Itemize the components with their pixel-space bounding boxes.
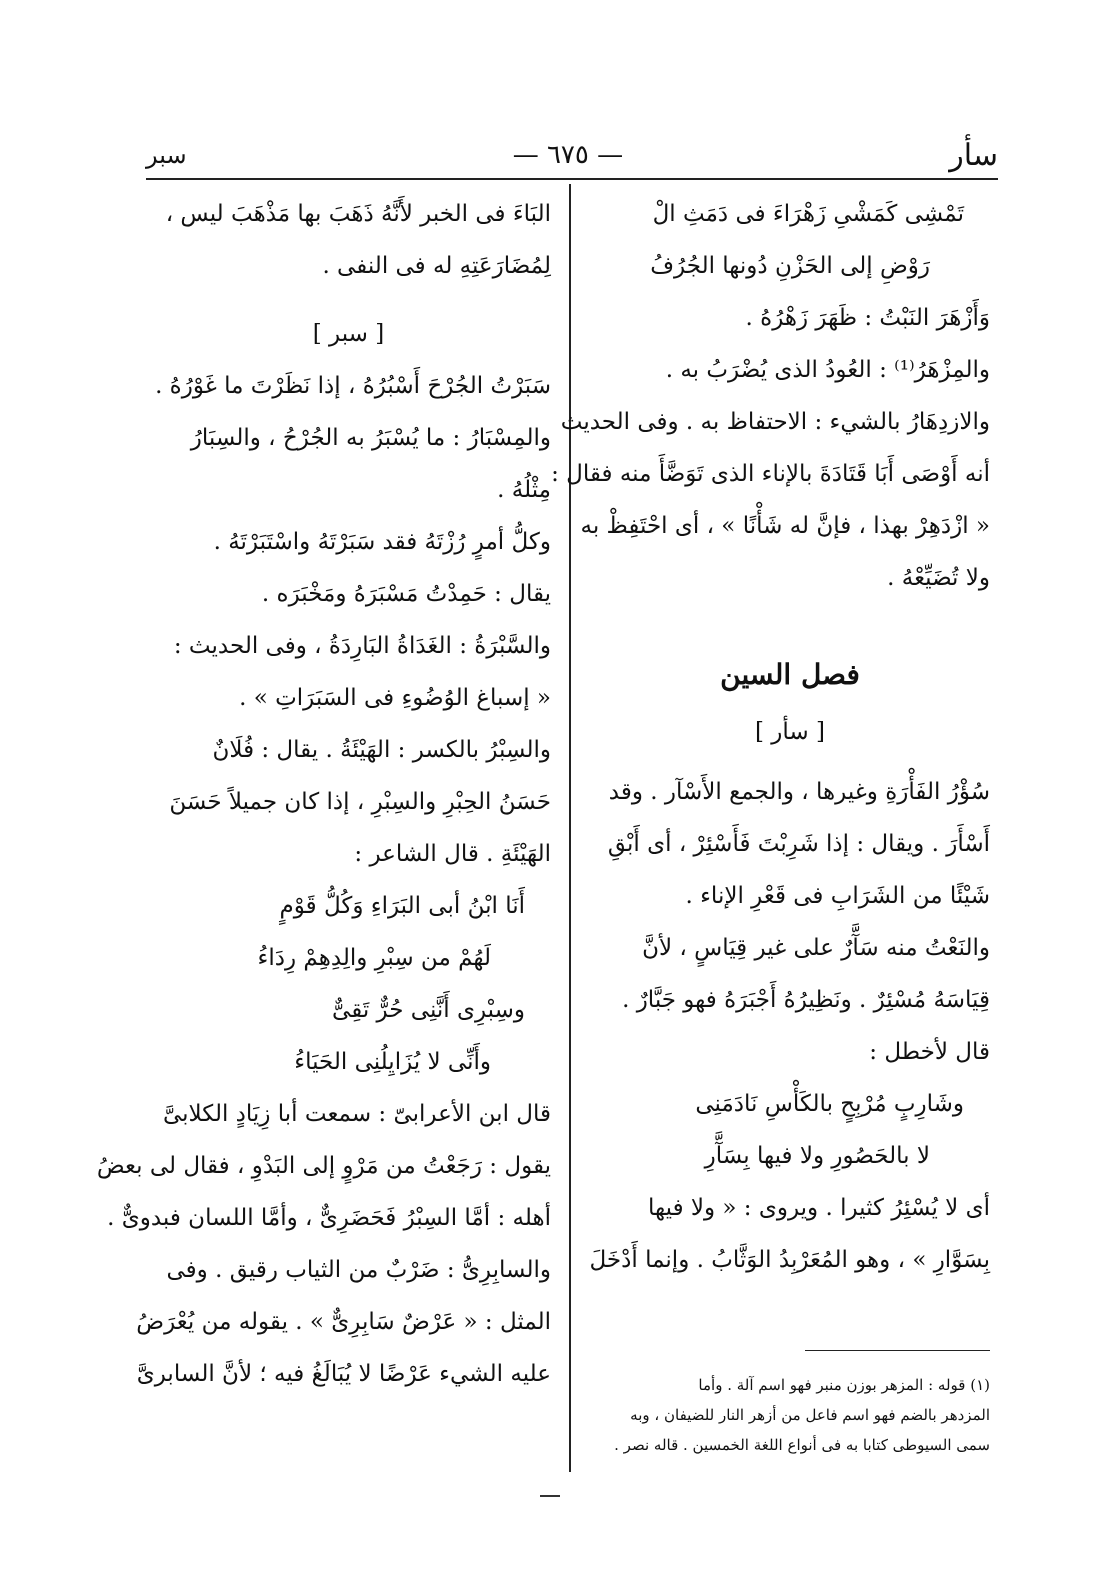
header-right-word: سأر <box>949 137 998 173</box>
section-title: فصل السين <box>720 658 860 691</box>
text-line: والمِسْبَارُ : ما يُسْبَرُ به الجُرْحُ ، والسِبَارُ <box>190 425 551 451</box>
text-line: قال لأخطل : <box>869 1039 990 1065</box>
text-line: قال ابن الأعرابىّ : سمعت أبا زِيَادٍ الكلابىَّ <box>162 1101 551 1127</box>
entry-heading: [ سأر ] <box>755 719 825 745</box>
text-line: سُؤْرُ الفَأْرَةِ وغيرها ، والجمع الأَسْآر . وقد <box>608 779 990 805</box>
footnote-line: المزدهر بالضم فهو اسم فاعل من أزهر النار للضيفان ، وبه <box>630 1406 990 1424</box>
text-line: يقال : حَمِدْتُ مَسْبَرَهُ ومَخْبَرَه . <box>261 581 551 607</box>
running-header <box>146 133 998 177</box>
right-column <box>551 188 990 1286</box>
text-line: « ازْدَهِرْ بهذا ، فإنَّ له شَأْنًا » ، أى احْتَفِظْ به <box>580 513 990 539</box>
text-line: أنه أَوْصَى أَبَا قَتَادَةَ بالإناء الذى تَوَضَّأَ منه فقال : <box>551 461 990 487</box>
text-line: لِمُضَارَعَتِهِ له فى النفى . <box>322 253 551 279</box>
text-line: يقول : رَجَعْتُ من مَرْوٍ إلى البَدْوِ ، فقال لى بعضُ <box>96 1153 551 1179</box>
text-line: والازدِهَارُ بالشيء : الاحتفاظ به . وفى الحديث <box>560 409 990 435</box>
column-divider <box>569 184 571 1472</box>
verse-line: لَهُمْ من سِبْرِ والِدِهِمْ رِدَاءُ <box>257 945 491 971</box>
text-line: أى لا يُسْئِرُ كثيرا . ويروى : « ولا فيها <box>648 1195 990 1221</box>
text-line: عليه الشيء عَرْضًا لا يُبَالَغُ فيه ؛ لأنَّ السابرىَّ <box>136 1361 551 1387</box>
footnote-line: سمى السيوطى كتابا به فى أنواع اللغة الخمسين . قاله نصر . <box>614 1436 990 1454</box>
text-line: والسابِرِىُّ : ضَرْبٌ من الثياب رقيق . وفى <box>166 1257 551 1283</box>
verse-line: وسِبْرِى أَنَّنِى حُرٌّ تَقِىٌّ <box>332 997 525 1023</box>
left-column <box>96 188 551 1400</box>
page-number: — ٦٧٥ — <box>512 140 624 170</box>
bottom-mark <box>540 1495 560 1497</box>
text-line: بِسَوَّارِ » ، وهو المُعَرْبِدُ الوَثَّابُ . وإنما أَدْخَلَ <box>589 1247 990 1273</box>
footnote <box>580 1370 990 1460</box>
header-left-word: سبر <box>146 141 187 169</box>
verse-line: وشَارِبٍ مُرْبِحٍ بالكَأْسِ نَادَمَنِى <box>695 1091 964 1117</box>
text-line: وكلُّ أمرٍ رُزْتَهُ فقد سَبَرْتَهُ واسْتَبَرْتَهُ . <box>213 529 551 555</box>
text-line: ولا تُضَيِّعْهُ . <box>887 565 990 591</box>
text-line: تَمْشِى كَمَشْىِ زَهْرَاءَ فى دَمَثِ الْ <box>652 201 964 227</box>
text-line: البَاءَ فى الخبر لأَنَّهُ ذَهَبَ بها مَذْهَبَ ليس ، <box>165 201 551 227</box>
text-line: قِيَاسَهُ مُسْئِرٌ . ونَظِيرُهُ أَجْبَرَهُ فهو جَبَّارٌ . <box>622 987 990 1013</box>
text-line: أَسْأَرَ . ويقال : إذا شَرِبْتَ فَأَسْئِرْ ، أى أَبْقِ <box>607 831 990 857</box>
text-line: حَسَنُ الحِبْرِ والسِبْرِ ، إذا كان جميلاً حَسَنَ <box>169 789 551 815</box>
footnote-line: (١) قوله : المزهر بوزن منبر فهو اسم آلة . وأما <box>698 1376 990 1394</box>
footnote-rule <box>805 1350 990 1351</box>
verse-line: أَنَا ابْنُ أبى البَرَاءِ وَكُلُّ قَوْمٍ <box>279 893 525 919</box>
text-line: الهَيْئَةِ . قال الشاعر : <box>354 841 551 867</box>
text-line: وَأَزْهَرَ النَبْتُ : ظَهَرَ زَهْرُهُ . <box>745 305 990 331</box>
text-line: رَوْضِ إلى الحَزْنِ دُونها الجُرُفُ <box>650 253 930 279</box>
verse-line: لا بالحَصُورِ ولا فيها بِسَآَّرِ <box>704 1143 930 1169</box>
text-line: مِثْلُهُ . <box>497 477 551 503</box>
verse-line: وأَنِّى لا يُزَايِلُنِى الحَيَاءُ <box>294 1049 491 1075</box>
text-line: والمِزْهَرُ⁽¹⁾ : العُودُ الذى يُضْرَبُ به . <box>665 357 990 383</box>
text-line: والنَعْتُ منه سَآَّرٌ على غير قِيَاسٍ ، لأنَّ <box>642 935 990 961</box>
text-line: شَيْئًا من الشَرَابِ فى قَعْرِ الإناء . <box>685 883 990 909</box>
text-line: المثل : « عَرْضٌ سَابِرِىٌّ » . يقوله من يُعْرَضُ <box>136 1309 551 1335</box>
header-rule <box>146 178 998 180</box>
entry-heading: [ سبر ] <box>312 321 385 347</box>
text-line: والسِبْرُ بالكسر : الهَيْئَةُ . يقال : فُلَانٌ <box>212 737 551 763</box>
text-line: سَبَرْتُ الجُرْحَ أَسْبُرُهُ ، إذا نَظَرْتَ ما غَوْرُهُ . <box>155 373 551 399</box>
text-line: « إسباغ الوُضُوءِ فى السَبَرَاتِ » . <box>239 685 551 711</box>
text-line: والسَّبْرَةُ : الغَدَاةُ البَارِدَةُ ، وفى الحديث : <box>173 633 551 659</box>
text-line: أهله : أمَّا السِبْرُ فَحَضَرِىٌّ ، وأمَّا اللسان فبدوىٌّ . <box>107 1205 551 1231</box>
